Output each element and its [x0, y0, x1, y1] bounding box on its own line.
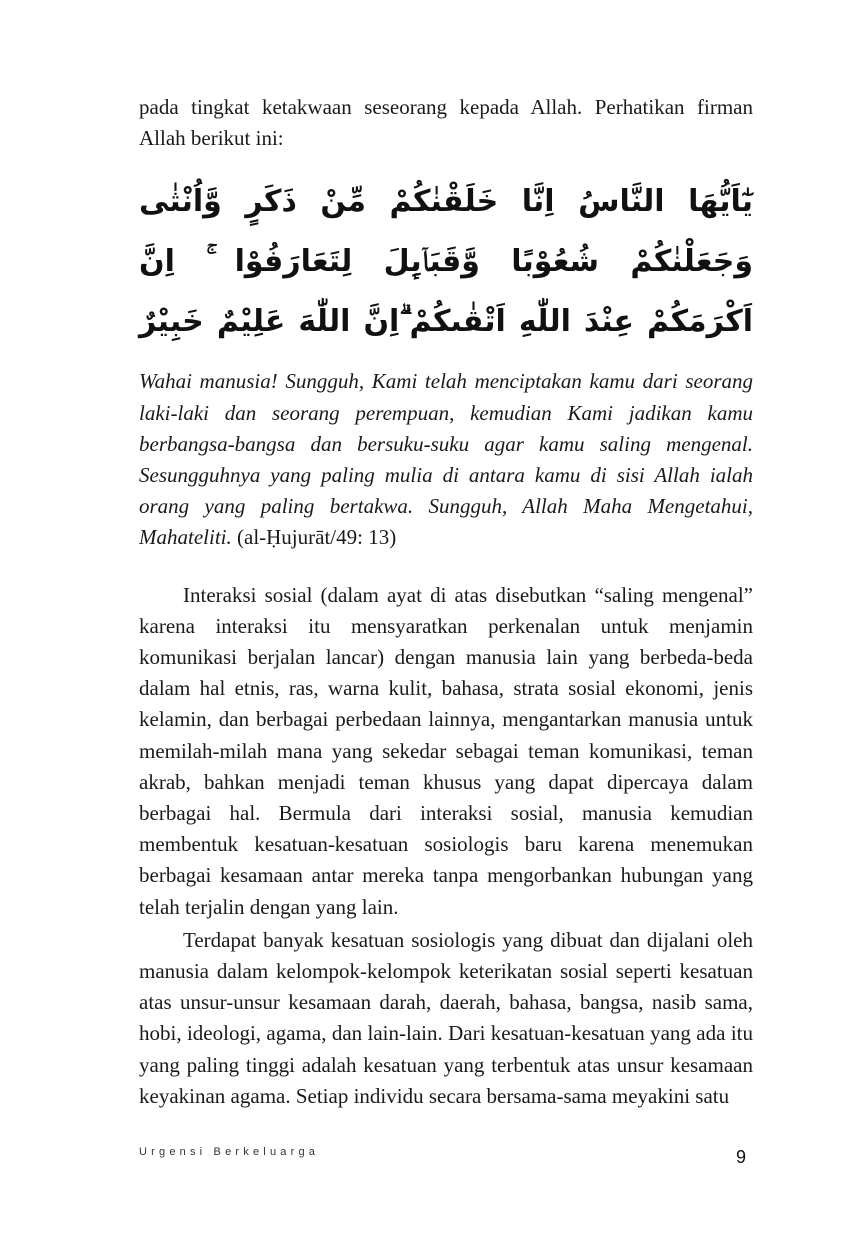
- running-footer-title: Urgensi Berkeluarga: [139, 1146, 320, 1158]
- translation-text: Wahai manusia! Sungguh, Kami telah menciptakan kamu dari seorang laki-laki dan seorang perempuan, kemudian Kami jadikan kamu berbangsa-bangsa dan bersuku-suku agar kamu saling mengenal. Sesungguhnya yang paling mulia di antara kamu di sisi Allah ialah orang yang paling bertakwa. Sungguh, Allah Maha Mengetahui, Mahateliti.: [139, 369, 753, 550]
- page-number: 9: [736, 1147, 747, 1167]
- verse-reference: (al-Ḥujurāt/49: 13): [237, 525, 397, 550]
- page-content: [139, 92, 753, 1112]
- body-paragraph: Terdapat banyak kesatuan sosiologis yang dibuat dan dijalani oleh manusia dalam kelompok-kelompok keterikatan sosial seperti kesatuan atas unsur-unsur kesamaan darah, daerah, bahasa, bangsa, nasib sama, hobi, ideologi, agama, dan lain-lain. Dari kesatuan-kesatuan yang ada itu yang paling tinggi adalah kesatuan yang terbentuk atas unsur kesamaan keyakinan agama. Setiap individu secara bersama-sama meyakini satu: [139, 927, 753, 1108]
- intro-paragraph: pada tingkat ketakwaan seseorang kepada Allah. Perhatikan firman Allah berikut ini:: [139, 95, 753, 151]
- body-paragraph: Interaksi sosial (dalam ayat di atas disebutkan “saling mengenal” karena interaksi itu mensyaratkan perkenalan untuk menjamin komunikasi berjalan lancar) dengan manusia lain yang berbeda-beda dalam hal etnis, ras, warna kulit, bahasa, strata sosial ekonomi, jenis kelamin, dan berbagai perbedaan lainnya, mengantarkan manusia untuk memilah-milah mana yang sekedar sebagai teman komunikasi, teman akrab, bahkan menjadi teman khusus yang dapat dipercaya dalam berbagai hal. Bermula dari interaksi sosial, manusia kemudian membentuk kesatuan-kesatuan sosiologis baru karena menemukan berbagai kesamaan antar mereka tanpa mengorbankan hubungan yang telah terjalin dengan yang lain.: [139, 582, 753, 919]
- verse-translation: [139, 366, 753, 553]
- arabic-verse: يٰٓاَيُّهَا النَّاسُ اِنَّا خَلَقْنٰكُمْ مِّنْ ذَكَرٍ وَّاُنْثٰى وَجَعَلْنٰكُمْ شُعُوْبًا وَّقَبَاۤىِٕلَ لِتَعَارَفُوْا ۚ اِنَّ اَكْرَمَكُمْ عِنْدَ اللّٰهِ اَتْقٰىكُمْ ۗاِنَّ اللّٰهَ عَلِيْمٌ خَبِيْرٌ: [139, 184, 753, 340]
